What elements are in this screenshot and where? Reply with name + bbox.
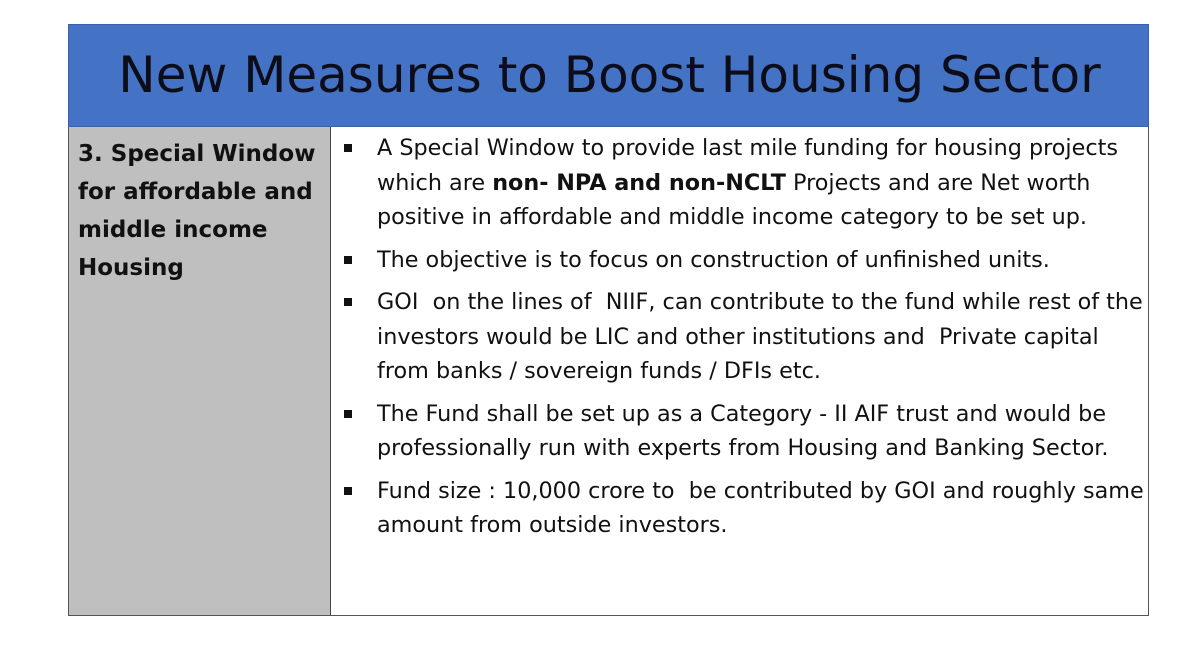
square-bullet-icon xyxy=(344,487,352,495)
bullet-text: The Fund shall be set up as a Category - II AIF trust and would be professionally run with experts from Housing and Banking Sector. xyxy=(377,400,1109,461)
content-table xyxy=(68,127,1149,616)
bullet-cell xyxy=(331,127,1151,615)
bullet-list xyxy=(341,131,1151,543)
bullet-text-bold: non- NPA and non-NCLT xyxy=(492,169,786,196)
square-bullet-icon xyxy=(344,298,352,306)
section-heading: 3. Special Window for affordable and middle income Housing xyxy=(78,141,316,281)
bullet-text: GOI on the lines of NIIF, can contribute to the fund while rest of the investors would be LIC and other institutions and Private capital from banks / sovereign funds / DFIs etc. xyxy=(377,289,1150,384)
square-bullet-icon xyxy=(344,144,352,152)
bullet-text: Fund size : 10,000 crore to be contributed by GOI and roughly same amount from outside investors. xyxy=(377,477,1151,538)
bullet-item xyxy=(341,474,1151,543)
square-bullet-icon xyxy=(344,256,352,264)
bullet-item xyxy=(341,131,1144,235)
bullet-item xyxy=(341,285,1150,389)
title-banner xyxy=(68,24,1149,127)
bullet-text: The objective is to focus on construction of unfinished units. xyxy=(377,246,1050,273)
bullet-item xyxy=(341,397,1144,466)
section-label-cell xyxy=(69,127,331,615)
bullet-item xyxy=(341,243,1144,278)
bullet-text-post: Projects and are Net worth positive in affordable and middle income category to be set up. xyxy=(377,169,1091,230)
slide-title: New Measures to Boost Housing Sector xyxy=(118,46,1101,104)
bullet-text-pre: A Special Window to provide last mile funding for housing projects which are xyxy=(377,135,1118,196)
square-bullet-icon xyxy=(344,410,352,418)
